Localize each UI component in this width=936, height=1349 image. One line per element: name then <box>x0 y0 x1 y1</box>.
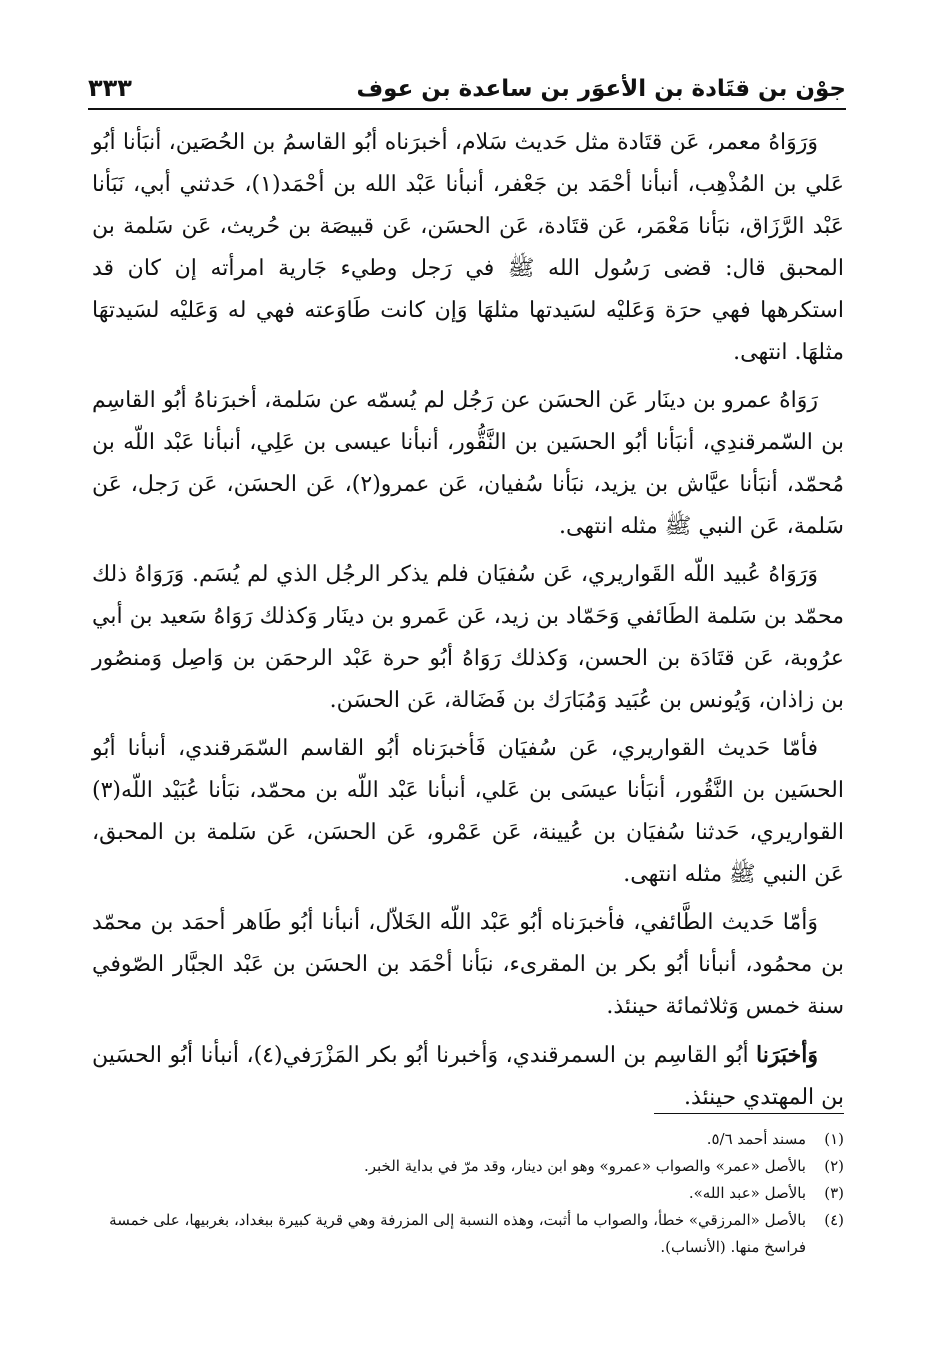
paragraph <box>92 1034 844 1119</box>
footnote-text: بالأصل «عمر» والصواب «عمرو» وهو ابن دينار، وقد مرّ في بداية الخبر. <box>363 1157 806 1175</box>
footnote-number: (٣) <box>824 1184 844 1202</box>
running-header <box>88 68 846 110</box>
running-title: جوْن بن قتَادة بن الأعوَر بن ساعدة بن عوف <box>356 76 846 102</box>
paragraph: وَأمّا حَديث الطَّائفي، فأخبرَناه أبُو عَبْد اللّه الخَلاّل، أنبأنا أبُو طَاهر أحمَد بن محمّد بن محمُود، أنبأنا أبُو بكر بن المقرىء، نبَأنا أحْمَد بن الحسَن بن عَبْد الجبَّار الصّوفي سنة خمس وَثلاثمائة حينئذ. <box>92 910 844 1019</box>
footnote <box>92 1180 844 1207</box>
footnote-number: (٤) <box>824 1211 844 1229</box>
paragraph: وَرَوَاهُ معمر، عَن قتَادة مثل حَديث سَلام، أخبرَناه أبُو القاسمُ بن الحُصَين، أنبَأنا أبُو عَلي بن المُذْهِب، أنبأنا أحْمَد بن جَعْفر، أنبأنا عَبْد الله بن أحْمَد(١)، حَدثني أبي، نَبَأنا عَبْد الرَّزَاق، نبَأنا مَعْمَر، عَن قتَادة، عَن الحسَن، عَن قبيصَة بن حُريث، عَن سَلمة بن المحبق قال: قضى رَسُول الله ﷺ في رَجل وطيء جَارية امرأته إن كان قد استكرهها فهي حرَة وَعَليْه لسَيدتها مثلهَا وَإن كانت طَاوَعته فهي له وَعَليْه لسَيدتهَا مثلهَا. انتهى. <box>92 130 844 365</box>
paragraph: فأمّا حَديث القواريري، عَن سُفيَان فَأخبرَناه أبُو القاسم السّمَرقندي، أنبأنا أبُو الحسَين بن النَّقُور، أنبَأنا عيسَى بن عَلي، أنبأنا عَبْد اللّه بن محمّد، نبَأنا عُبَيْد اللّه(٣) القواريري، حَدثنا سُفيَان بن عُيينة، عَن عَمْرو، عَن الحسَن، عَن سَلمة بن المحبق، عَن النبي ﷺ مثله انتهى. <box>92 736 844 887</box>
paragraph-rest: أبُو القاسِم بن السمرقندي، وَأخبرنا أبُو بكر المَزْرَفي(٤)، أنبأنا أبُو الحسَين بن المهتدي حينئذ. <box>92 1043 844 1110</box>
paragraph-lead: وَأخبَرَنا <box>756 1042 818 1068</box>
footnote-divider <box>654 1113 844 1114</box>
footnote-text: بالأصل «المرزقي» خطأ، والصواب ما أثبت، وهذه النسبة إلى المزرفة وهي قرية كبيرة ببغداد، بغربيها، على خمسة فراسخ منها. (الأنساب). <box>109 1211 806 1256</box>
footnote-number: (٢) <box>824 1157 844 1175</box>
paragraph: رَوَاهُ عمرو بن دينَار عَن الحسَن عن رَجُل لم يُسمّه عن سَلمة، أخبرَناهُ أبُو القاسِم بن السّمرقندِي، أنبَأنا أبُو الحسَين بن النَّقُّور، أنبأنا عيسى بن عَلِي، أنبأنا عَبْد اللّه بن مُحمّد، أنبَأنا عيَّاش بن يزيد، نبَأنا سُفيان، عَن عمرو(٢)، عَن الحسَن، عَن رَجل، عَن سَلمة، عَن النبي ﷺ مثله انتهى. <box>92 388 844 539</box>
page-number: ٣٣٣ <box>88 74 132 102</box>
footnote-text: مسند أحمد ٥/٦. <box>706 1130 806 1148</box>
footnote-number: (١) <box>824 1130 844 1148</box>
footnotes <box>92 1126 844 1261</box>
footnote <box>92 1126 844 1153</box>
footnote-text: بالأصل «عبد الله». <box>688 1184 806 1202</box>
footnote <box>92 1153 844 1180</box>
main-text <box>92 122 844 1125</box>
footnote <box>92 1207 844 1261</box>
paragraph: وَرَوَاهُ عُبيد اللّه القَواريري، عَن سُفيَان فلم يذكر الرجُل الذي لم يُسَم. وَرَوَاهُ ذلك محمّد بن سَلمة الطَائفي وَحَمّاد بن زيد، عَن عَمرو بن دينَار وَكذلك رَوَاهُ سَعيد بن أبي عرُوبة، عَن قتَادَة بن الحسن، وَكذلك رَوَاهُ أبُو حرة عَبْد الرحمَن بن وَاصِل وَمنصُور بن زاذان، وَيُونس بن عُبَيد وَمُبَارَك بن فَضَالة، عَن الحسَن. <box>92 562 844 713</box>
